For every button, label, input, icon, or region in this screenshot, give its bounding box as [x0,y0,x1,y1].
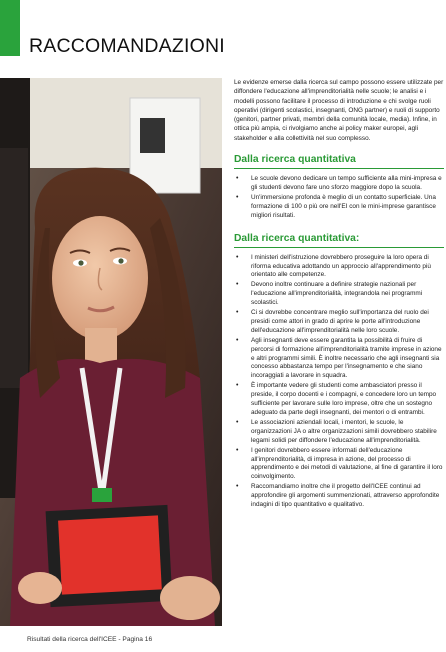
intro-paragraph: Le evidenze emerse dalla ricerca sul campo possono essere utilizzate per diffondere l'educazione all'imprenditorialità nelle scuole; le analisi e i modelli possono facilitare il processo di introduzione e chi svolge ruoli operativi (dirigenti scolastici, insegnanti, ONG partner) e ruoli di supporto (genitori, partner privati, membri della comunità locale, media). Infine, in ottica più ampia, ci rivolgiamo anche ai policy maker europei, agli stakeholder e alla collettività nel suo complesso. [234,79,444,142]
list-item: • I ministeri dell'istruzione dovrebbero proseguire la loro opera di riforma educativa adottando un approccio all'apprendimento più orientato alle competenze. [234,254,444,281]
header-accent-bar [0,0,20,56]
section-heading-quantitative-1: Dalla ricerca quantitativa [234,154,444,169]
list-item: • Un'immersione profonda è meglio di un contatto superficiale. Una formazione di 100 o più ore nell'EI con le mini-imprese garantisce migliori risultati. [234,194,444,221]
student-photo [0,78,222,626]
page-footer: Risultati della ricerca dell'ICEE - Pagina 16 [27,636,153,643]
page-title: RACCOMANDAZIONI [29,35,225,57]
list-item: • Ci si dovrebbe concentrare meglio sull'importanza del ruolo dei presidi come attori in grado di aprire le porte all'introduzione dell'educazione all'imprenditorialità nelle loro scuole. [234,309,444,336]
section-heading-quantitative-2: Dalla ricerca quantitativa: [234,233,444,248]
list-item: • Le scuole devono dedicare un tempo sufficiente alla mini-impresa e gli studenti devono fare uno sforzo maggiore dopo la scuola. [234,175,444,193]
section-1-list [234,175,444,221]
list-item: • Devono inoltre continuare a definire strategie nazionali per l'educazione all'imprenditorialità, integrandola nei programmi scolastici. [234,281,444,308]
list-item: • Agli insegnanti deve essere garantita la possibilità di fruire di percorsi di formazione all'imprenditorialità tramite imprese in azione e altri programmi simili. È inoltre necessario che agli insegnanti sia concesso abbastanza tempo per l'insegnamento e che siano incoraggiati a lavorare in squadra. [234,337,444,382]
list-item: • I genitori dovrebbero essere informati dell'educazione all'imprenditorialità, di impresa in azione, del processo di apprendimento e dei metodi di valutazione, al fine di garantire il loro coinvolgimento. [234,447,444,483]
list-item: • È importante vedere gli studenti come ambasciatori presso il preside, il corpo docenti e i compagni, e concedere loro un tempo sufficiente per lavorare sulle loro imprese, oltre che un sostegno adeguato da parte degli insegnanti, dei mentori o di entrambi. [234,382,444,418]
list-item: • Raccomandiamo inoltre che il progetto dell'ICEE continui ad approfondire gli argomenti summenzionati, attraverso approfondite indagini di tipo quantitativo e qualitativo. [234,483,444,510]
text-column [234,78,444,511]
section-2-list [234,254,444,510]
list-item: • Le associazioni aziendali locali, i mentori, le scuole, le organizzazioni JA o altre organizzazioni simili dovrebbero stabilire legami solidi per diffondere l'educazione all'imprenditorialità. [234,419,444,446]
